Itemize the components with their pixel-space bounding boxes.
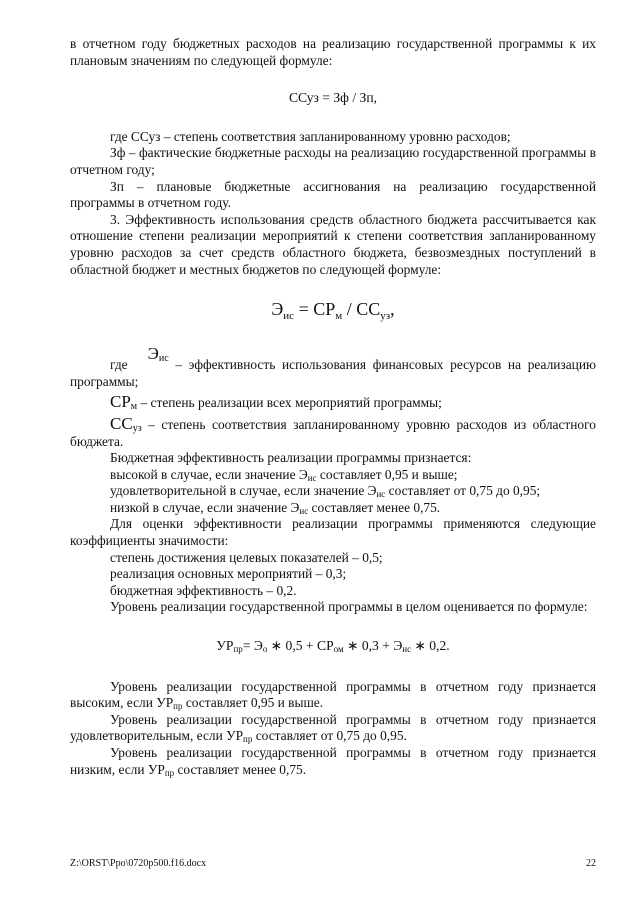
file-path: Z:\ORST\Ppo\0720p500.f16.docx — [70, 858, 207, 869]
formula-ccuz: ССуз = Зф / Зп, — [288, 90, 378, 106]
definition-zp: Зп – плановые бюджетные ассигнования на реализацию государственной программы в отчетном году. — [70, 178, 596, 211]
efficiency-high: высокой в случае, если значение $Э_{ис}$ составляет 0,95 и выше; — [110, 466, 458, 483]
document-page — [70, 36, 596, 778]
symbol-ccuz: $СС_{уз}$ — [110, 413, 142, 434]
definition-zf: Зф – фактические бюджетные расходы на реализацию государственной программы в отчетном году; — [70, 145, 596, 177]
level-low: Уровень реализации государственной программы в отчетном году признается низким, если $УР_{пр}$ составляет менее 0,75. — [70, 745, 596, 778]
level-high: Уровень реализации государственной программы в отчетном году признается высоким, если $УР_{пр}$ составляет 0,95 и выше. — [70, 678, 596, 712]
efficiency-low: низкой в случае, если значение $Э_{ис}$ составляет менее 0,75. — [110, 499, 441, 516]
formula-eis: $Э_{ис} = СР_м / СС_{уз}$, — [271, 299, 395, 323]
definition-srm: $СР_м$ – степень реализации всех мероприятий программы; — [110, 392, 442, 413]
coefficient-targets: степень достижения целевых показателей – 0,5; — [110, 549, 383, 565]
paragraph-intro: в отчетном году бюджетных расходов на реализацию государственной программы к их плановым значениям по следующей формуле: — [70, 36, 596, 68]
formula-urpr: $УР_{пр}= Э_о$ ∗ $0,5 + СР_{ом}$ ∗ $0,3 + Э_{ис}$ ∗ 0,2. — [216, 638, 450, 655]
symbol-eis: $Э_{ис}$ — [147, 344, 169, 365]
paragraph-efficiency: 3. Эффективность использования средств областного бюджета рассчитывается как отношение степени реализации мероприятий к степени соответствия запланированному уровню расходов за счет средств областного бюджета, безвозмездных поступлений в областной бюджет и местных бюджетов по следующей формуле: — [70, 211, 596, 277]
level-satisfactory: Уровень реализации государственной программы в отчетном году признается удовлетворительным, если $УР_{пр}$ составляет от 0,75 до 0,95. — [70, 711, 596, 745]
coefficients-intro: Для оценки эффективности реализации программы применяются следующие коэффициенты значимости: — [70, 516, 596, 549]
coefficient-budget: бюджетная эффективность – 0,2. — [110, 582, 297, 598]
definition-eis: где $Э_{ис}$ – эффективность использования финансовых ресурсов на реализацию программы; — [70, 344, 596, 389]
efficiency-satisfactory: удовлетворительной в случае, если значение $Э_{ис}$ составляет от 0,75 до 0,95; — [110, 483, 541, 500]
page-number: 22 — [586, 858, 596, 869]
level-intro: Уровень реализации государственной программы в целом оценивается по формуле: — [110, 599, 588, 615]
coefficient-activities: реализация основных мероприятий – 0,3; — [110, 566, 347, 582]
symbol-srm: $СР_м$ — [110, 392, 138, 413]
efficiency-intro: Бюджетная эффективность реализации программы признается: — [110, 450, 472, 466]
page-footer — [70, 858, 596, 869]
definition-ccuz-2: $СС_{уз}$ – степень соответствия запланированному уровню расходов из областного бюджета. — [70, 413, 596, 449]
definition-ccuz: где ССуз – степень соответствия запланированному уровню расходов; — [110, 128, 511, 144]
